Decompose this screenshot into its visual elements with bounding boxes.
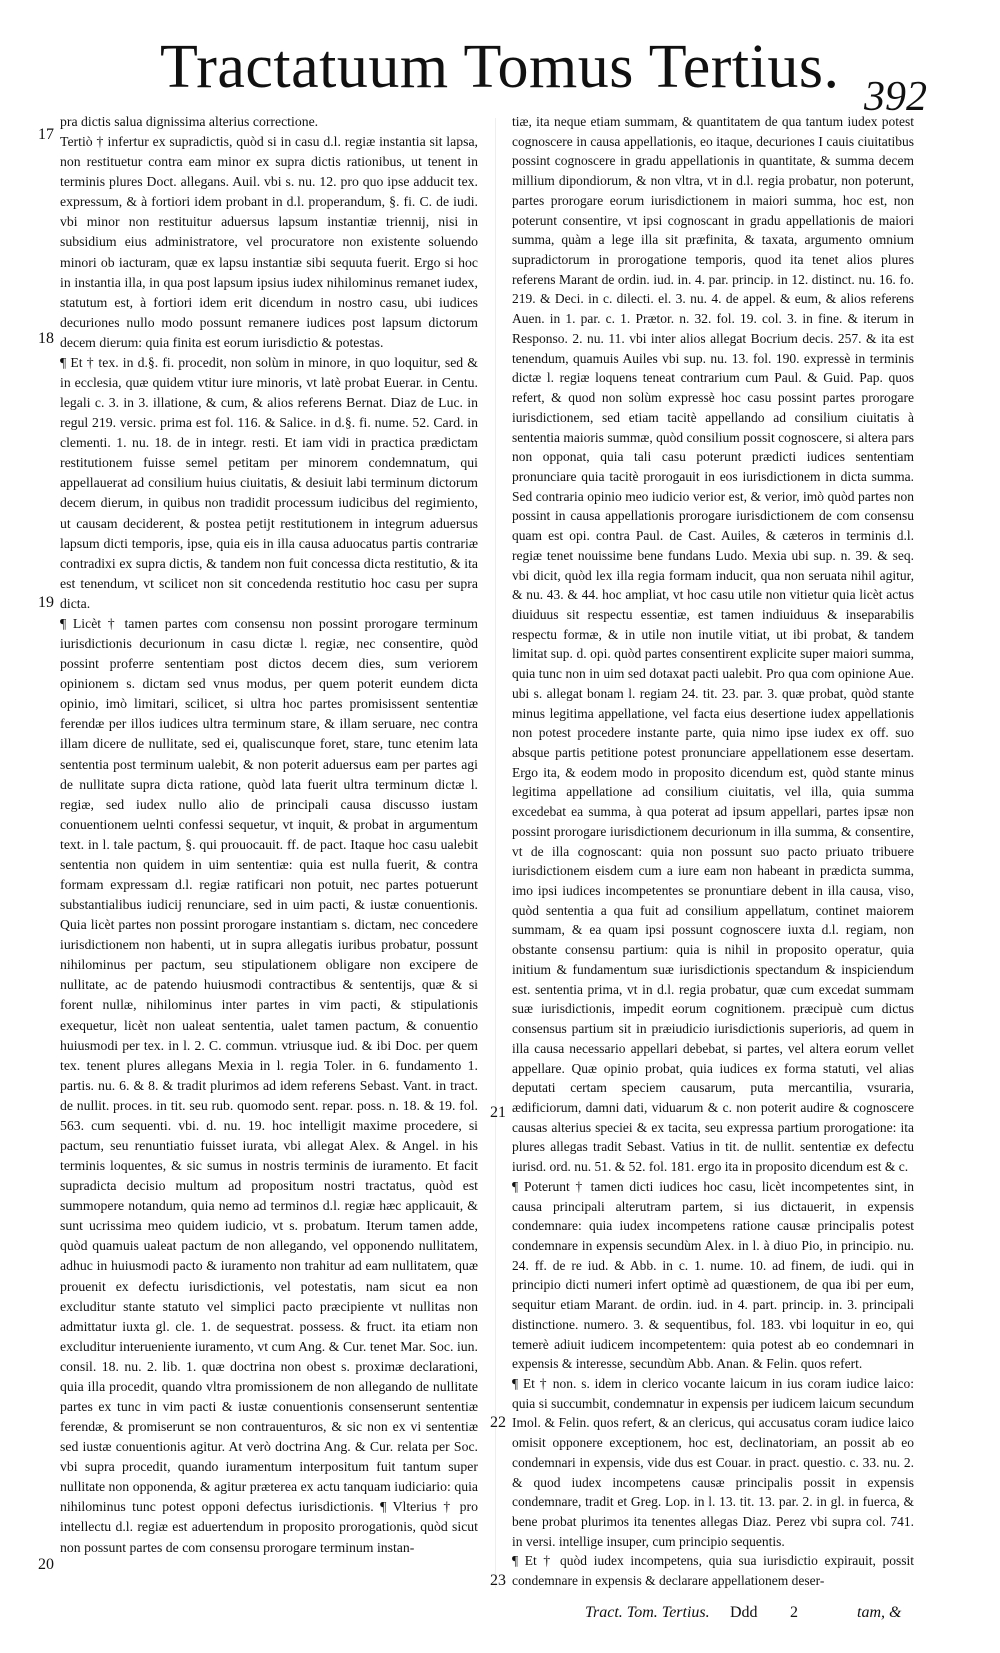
footer-running-title: Tract. Tom. Tertius. (585, 1604, 710, 1621)
margin-number: 23 (490, 1572, 506, 1589)
running-title: Tractatuum Tomus Tertius. (160, 33, 840, 101)
margin-number: 18 (38, 330, 54, 347)
margin-number: 19 (38, 594, 54, 611)
page-number: 392 (864, 74, 927, 120)
signature-mark: Ddd (730, 1604, 758, 1621)
page-header (0, 24, 1000, 124)
margin-number: 17 (38, 126, 54, 143)
margin-number: 22 (490, 1414, 506, 1431)
paragraph: ¶ Et † tex. in d.§. fi. procedit, non solùm in minore, in quo loquitur, sed & in ecclesia, quæ quidem vtitur iure minoris, vt latè probat Euerar. in Centu. legali c. 3. in 3. illatione, & cum, & alios referens Bernat. Diaz de Luc. in regul 219. versic. prima est fol. 116. & Salice. in d.§. fi. nume. 52. Card. in clementi. 1. nu. 18. de in integr. resti. Et iam vidi in practica prædictam restitutionem fuisse semel petitam per minorem condemnatum, qui appellauerat ad consilium huius ciuitatis, & desiuit labi terminum dictorum decem dierum, in quibus non tradidit processum iudicibus del regimiento, ut causam deciderent, & postea petijt restitutionem in integrum aduersus lapsum dicti temporis, ipse, quia eis in illa causa aduocatus partis contrariæ contradixi ex supra dictis, & tandem non fuit concessa dicta restitutio, & ita est tenendum, vt scilicet non sit concedenda restitutio hoc casu per supra dicta. (60, 354, 478, 611)
margin-number: 21 (490, 1104, 506, 1121)
paragraph: ¶ Poterunt † tamen dicti iudices hoc casu, licèt incompetentes sint, in causa principali alterutram partem, si ius dictauerit, in expensis condemnare: quia iudex incompetens ratione causæ principalis potest condemnare in expensis secundùm Alex. in l. à diuo Pio, in principio. nu. 24. ff. de re iud. & Abb. in c. 1. nume. 10. ad finem, de iudi. qui in principio dicti numeri infert optimè ad quæstionem, de qua ibi per eum, sequitur etiam Marant. de ordin. iud. in 4. part. princip. in. 3. principali distinctione. numero. 3. & sequentibus, fol. 183. vbi loquitur in eo, qui temerè adiuit iudicem incompetentem: quia potest ab eo condemnari in expensis & interesse, secundùm Abb. Anan. & Felin. quos refert. (512, 1178, 914, 1372)
paragraph: ¶ Licèt † tamen partes com consensu non possint prorogare terminum iurisdictionis decurionum in casu dictæ l. regiæ, nec consentire, quòd possint proferre sententiam post dictos decem dies, sum veriorem opinionem s. dictam sed vnus modus, per quem poterit eundem dicta opinio, imò limitari, scilicet, si ultra hoc partes promisissent sententiæ ferendæ per illos iudices ultra terminum stare, & illam seruare, nec contra illam dicere de nullitate, sed ei, qualiscunque foret, stare, tunc etenim lata sententia post terminum ualebit, & non poterit aduersus eam per partes agi de nullitate supra dicta ratione, quòd lata fuerit ultra terminum dictæ l. regiæ, sed iudex nullo alio de principali causa discusso iustam conuentionem uelnti confessi sequetur, vt inquit, & probat in argumentum text. in l. tale pactum, §. qui prouocauit. ff. de pact. Itaque hoc casu ualebit sententia non quidem in uim sententiæ: quia est nulla fuerit, & contra formam expressam d.l. regiæ ratificari non potuit, nec partes potuerunt substantialibus iudicij renunciare, sed in uim pacti, & iustæ conuentionis. Quia licèt partes non possint prorogare instantiam s. dictam, nec concedere iurisdictionem non habenti, ut in supra allegatis iuribus probatur, possunt nihilominus per pactum, seu stipulationem obligare non excipere de nullitate, ac de patendo huiusmodi contractibus & sententijs, quæ & si forent nullæ, nihilominus inter partes in vim pacti, & stipulationis exequetur, licèt non ualeat sententia, ualet tamen pactum, & conuentio huiusmodi per tex. in l. 2. C. commun. vtriusque iud. & ibi Doc. per quem tex. tenent plures allegans Mexia in l. regia Toler. in 6. fundamento 1. partis. nu. 6. & 8. & tradit plurimos ad idem referens Sebast. Vant. in tract. de nullit. proces. in tit. seu rub. quomodo sent. repar. poss. n. 18. & 19. fol. 563. cum sequenti. vbi. d. nu. 19. hoc intelligit maxime procedere, si pactum, seu renuntiatio fuisset iurata, vbi allegat Alex. & Angel. in his terminis loquentes, & sic sumus in nostris terminis de iuramento. Et facit supradicta decisio multum ad propositum nostri tractatus, quòd est summopere notandum, quia nemo ad terminos d.l. regiæ hæc applicauit, & sunt ucrissima meo quidem iudicio, vt s. probatum. Iterum tamen adde, quòd quamuis ualeat pactum de non allegando, vel opponendo nullitatem, adhuc in huiusmodi pacto & iuramento non trahitur ad eam nullitatem, quæ prouenit ex defectu iurisdictionis, vel potestatis, nam sicut ea non excluditur stante statuto vel simplici pacto præcipiente vt nullitas non admittatur iuxta gl. cle. 1. de sequestrat. possess. & fruct. ita etiam non excluditur interueniente iuramento, vt cum Ang. & Cur. tenet Mar. Soc. iun. consil. 18. nu. 2. lib. 1. quæ doctrina non obest s. proximæ declarationi, quia illa procedit, quando vltra promissionem de non allegando de nullitate partes ex tunc in vim pacti & iustæ conuentionis consenserunt sententiæ ferendæ, & promiserunt se non contrauenturos, & sic non ex vi sententiæ sed iustæ conuentionis agitur. At verò doctrina Ang. & Cur. relata per Soc. vbi supra procedit, quando iuramentum interpositum fuit tantum super nullitate non opponenda, & agitur præterea ex actu tanquam iudiciario: quia nihilominus tunc potest opponi defectus iurisdictionis. ¶ Vlterius † pro intellectu d.l. regiæ est aduertendum in proposito prorogationis, quòd sicut non possunt partes de com consensu prorogare terminum instan- (60, 615, 478, 1555)
paragraph: Tertiò † infertur ex supradictis, quòd si in casu d.l. regiæ instantia sit lapsa, non restituetur contra eam minor ex supra dictis rationibus, ut tenent in terminis plures Doct. allegans. Auil. vbi s. nu. 12. pro quo ipse adducit tex. expressum, & à fortiori idem probant in d.l. properandum, §. fi. C. de iudi. vbi minor non restituitur aduersus lapsum instantiæ triennij, nisi in subsidium eius administratore, vel procuratore non existente soluendo minori ob iacturam, quæ ex lapsu instantiæ sibi sequuta fuerit. Ergo si hoc in instantia illa, in qua post lapsum ipsius iudex nihilominus remanet iudex, statutum est, à fortiori idem erit dicendum in nostro casu, ubi iudices decuriones nullo modo possunt remanere iudices post lapsum dictorum decem dierum: quia finita est eorum iurisdictio & potestas. (60, 134, 478, 350)
paragraph: ¶ Et † non. s. idem in clerico vocante laicum in ius coram iudice laico: quia si succumbit, condemnatur in expensis per iudicem laicum secundum Imol. & Felin. quos refert, & an clericus, qui accusatus coram iudice laico omisit opponere exceptionem, hoc est, declinatoriam, an possit ab eo condemnari in expensis, vide dus est Couar. in pract. questio. c. 33. nu. 2. & quod iudex incompetens causæ principalis possit in expensis condemnare, tradit et Greg. Lop. in l. 13. tit. 13. par. 2. in gl. in fuerca, & bene probat plurimos ita tenentes allegas Diaz. Perez vbi supra col. 741. in versi. intellige insuper, cum principio sequentis. (512, 1376, 914, 1549)
paragraph: ¶ Et † quòd iudex incompetens, quia sua iurisdictio expirauit, possit condemnare in expensis & declarare appellationem deser- (512, 1553, 914, 1589)
column-gutter (495, 118, 496, 1588)
signature-number: 2 (790, 1604, 798, 1621)
page-footer (585, 1604, 925, 1630)
left-column (60, 112, 478, 1558)
paragraph: tiæ, ita neque etiam summam, & quantitatem de qua tantum iudex potest cognoscere in causa appellationis, eo itaque, decuriones I cauis ciuitatibus possint cognoscere in gradu appellationis in quantitate, & summa decem millium dipondiorum, & non vltra, vt in d.l. regia probatur, non poterunt, partes prorogare eorum iurisdictionem in maiori summa, hoc est, non poterunt consentire, vt ipsi cognoscant in gradu appellationis de maiori summa, quàm a lege illa sit præfinita, & taxata, argumento omnium supradictorum in prorogatione temporis, quod ita tenet alios plures referens Marant de ordin. iud. in. 4. par. princip. in 12. distinct. nu. 16. fo. 219. & Deci. in c. dilecti. el. 3. nu. 4. de appel. & eum, & alios referens Auen. in 1. par. c. 1. Prætor. n. 32. fol. 19. col. 3. in fine. & iterum in Responso. 2. nu. 11. vbi inter alios allegat Bocrium decis. 257. & ita est tenendum, quamuis Auiles vbi sup. nu. 13. fol. 190. expressè in terminis dictæ l. regiæ loquens teneat contrarium cum Paul. & Guid. Pap. quos refert, & quod non solùm expressè hoc casu possint partes prorogare iurisdictionem, sed etiam tacitè appellando ad consilium ciuitatis à sententia maioris summæ, quòd consilium possit cognoscere, si altera pars non opponat, quia tali casu poterunt prædicti iudices sententiam pronunciare quia tacitè prorogauit in eos iurisdictionem in dicta summa. Sed contraria opinio meo iudicio verior est, & verior, imò quòd partes non possint in causa appellationis prorogare iurisdictionem de com consensu quam est opi. contra Paul. de Cast. Auiles, & cæteros in terminis d.l. regiæ tenet nouissime bene fundans Ludo. Mexia ubi sup. n. 39. & seq. vbi dicit, quòd lex illa regia formam inducit, qua non seruata nihil agitur, & nu. 43. & 44. hoc ampliat, vt hoc casu utile non vitietur quia licèt actus diuiduus sit respectu essentiæ, est tamen indiuiduus & inseparabilis respectu formæ, & in utile non inutile vitiat, ut ibi probat, & tandem limitat sup. d. opi. quòd partes consentirent explicite super maiori summa, quia tunc non in uim sed dotaxat pacti ualebit. Pro qua com opinione Aue. ubi s. allegat bonam l. regiam 24. tit. 23. par. 3. quæ probat, quòd stante minus legitima appellatione, vel facta eius desertione iudex appellationis non potest procedere instante parte, quia nimo ipse iudex ex off. suo absque partis petitione potest pronunciare appellationem esse desertam. Ergo ita, & eodem modo in proposito dicendum est, quòd stante minus legitima appellatione ad consilium ciuitatis, vel illa, quia summa excedebat ea summa, à qua poterat ad ipsum appellari, partes ipsæ non possint prorogare iurisdictionem decurionum in illa summa, & consentire, vt de illa cognoscant: quia non possunt suo pacto priuato tribuere iurisdictionem eisdem cum a iure eam non habeant in prædicta summa, imo ipsi iudices incompetentes se pronuntiare debent in illa causa, viso, quòd sententia a qua fuit ad consilium appellatum, continet maiorem summam, & ea quam ipsi possunt cognoscere iuxta d.l. regiam, non obstante consensu partium: quia is nihil in proposito operatur, quia initium & fundamentum suæ iurisdictionis spectandum & inspiciendum est. sententia prima, vt in d.l. regia probatur, quæ cum excedat summam suæ iurisdictionis, impedit eorum cognitionem. præcipuè cum dictus consensus partium sit in præiudicio iurisdictionis superioris, ad quem in illa causa necessario appellari debebat, si partes, vel altera eorum vellet appellare. Quæ opinio probat, quia iudices ex forma statuti, vel alias deputati certam speciem causarum, puta mercantilia, vsuraria, ædificiorum, damni dati, viduarum & c. non poterit audire & cognoscere causas alterius speciei & ex tacita, seu expressa partium prorogatione: ita plures allegas tradit Sebast. Vatius in tit. de nullit. sententiæ ex defectu iurisd. ord. nu. 51. & 52. fol. 181. ergo ita in proposito dicendum est & c. (512, 114, 914, 1175)
margin-number: 20 (38, 1556, 54, 1573)
right-column (512, 112, 914, 1591)
catchword: tam, & (857, 1604, 902, 1621)
paragraph: pra dictis salua dignissima alterius correctione. (60, 114, 319, 129)
